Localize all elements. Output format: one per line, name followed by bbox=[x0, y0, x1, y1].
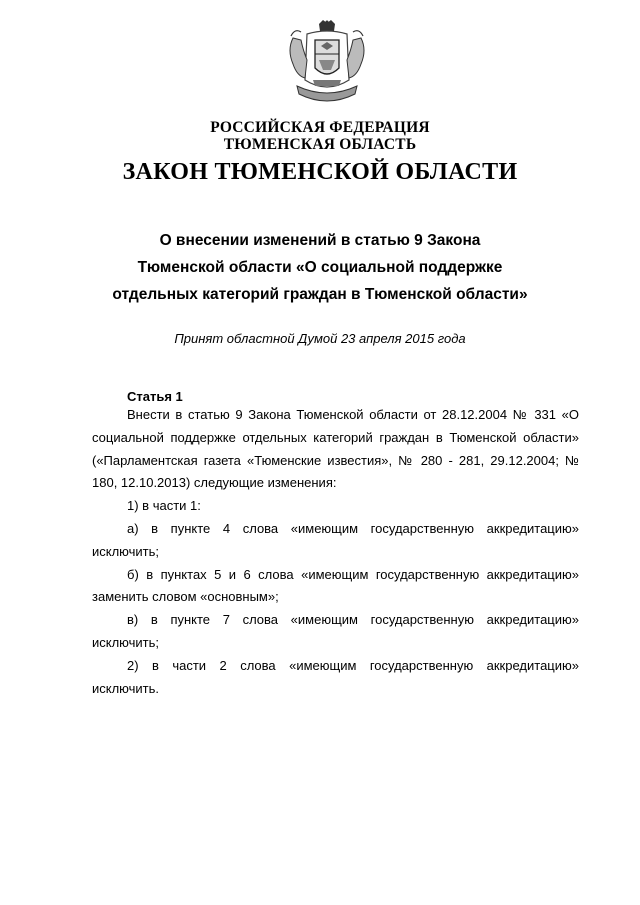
adoption-note: Принят областной Думой 23 апреля 2015 года bbox=[174, 331, 466, 346]
law-title-line-2: Тюменской области «О социальной поддержке bbox=[137, 259, 503, 276]
law-type-heading: ЗАКОН ТЮМЕНСКОЙ ОБЛАСТИ bbox=[122, 159, 518, 185]
part-1: 1) в части 1: bbox=[127, 498, 201, 514]
region-heading: ТЮМЕНСКАЯ ОБЛАСТЬ bbox=[223, 136, 417, 153]
law-title-line-1: О внесении изменений в статью 9 Закона bbox=[159, 232, 481, 249]
article-body bbox=[92, 404, 579, 700]
law-title-line-3: отдельных категорий граждан в Тюменской области» bbox=[112, 286, 528, 303]
article-heading: Статья 1 bbox=[127, 389, 183, 404]
coat-of-arms-emblem bbox=[283, 20, 371, 110]
article-intro: Внести в статью 9 Закона Тюменской области от 28.12.2004 № 331 «О социальной поддержке отдельных категорий граждан в Тюменской области» («Парламентская газета «Тюменские известия», № 280 - 281, 29.12.2004; № 180, 12.10.2013) следующие изменения: bbox=[92, 407, 579, 491]
item-c: в) в пункте 7 слова «имеющим государственную аккредитацию» исключить; bbox=[92, 612, 579, 650]
part-2: 2) в части 2 слова «имеющим государственную аккредитацию» исключить. bbox=[92, 657, 579, 696]
item-b: б) в пунктах 5 и 6 слова «имеющим государственную аккредитацию» заменить словом «основным»; bbox=[92, 566, 579, 605]
item-a: а) в пункте 4 слова «имеющим государственную аккредитацию» исключить; bbox=[92, 520, 579, 559]
federation-heading: РОССИЙСКАЯ ФЕДЕРАЦИЯ bbox=[210, 119, 430, 136]
